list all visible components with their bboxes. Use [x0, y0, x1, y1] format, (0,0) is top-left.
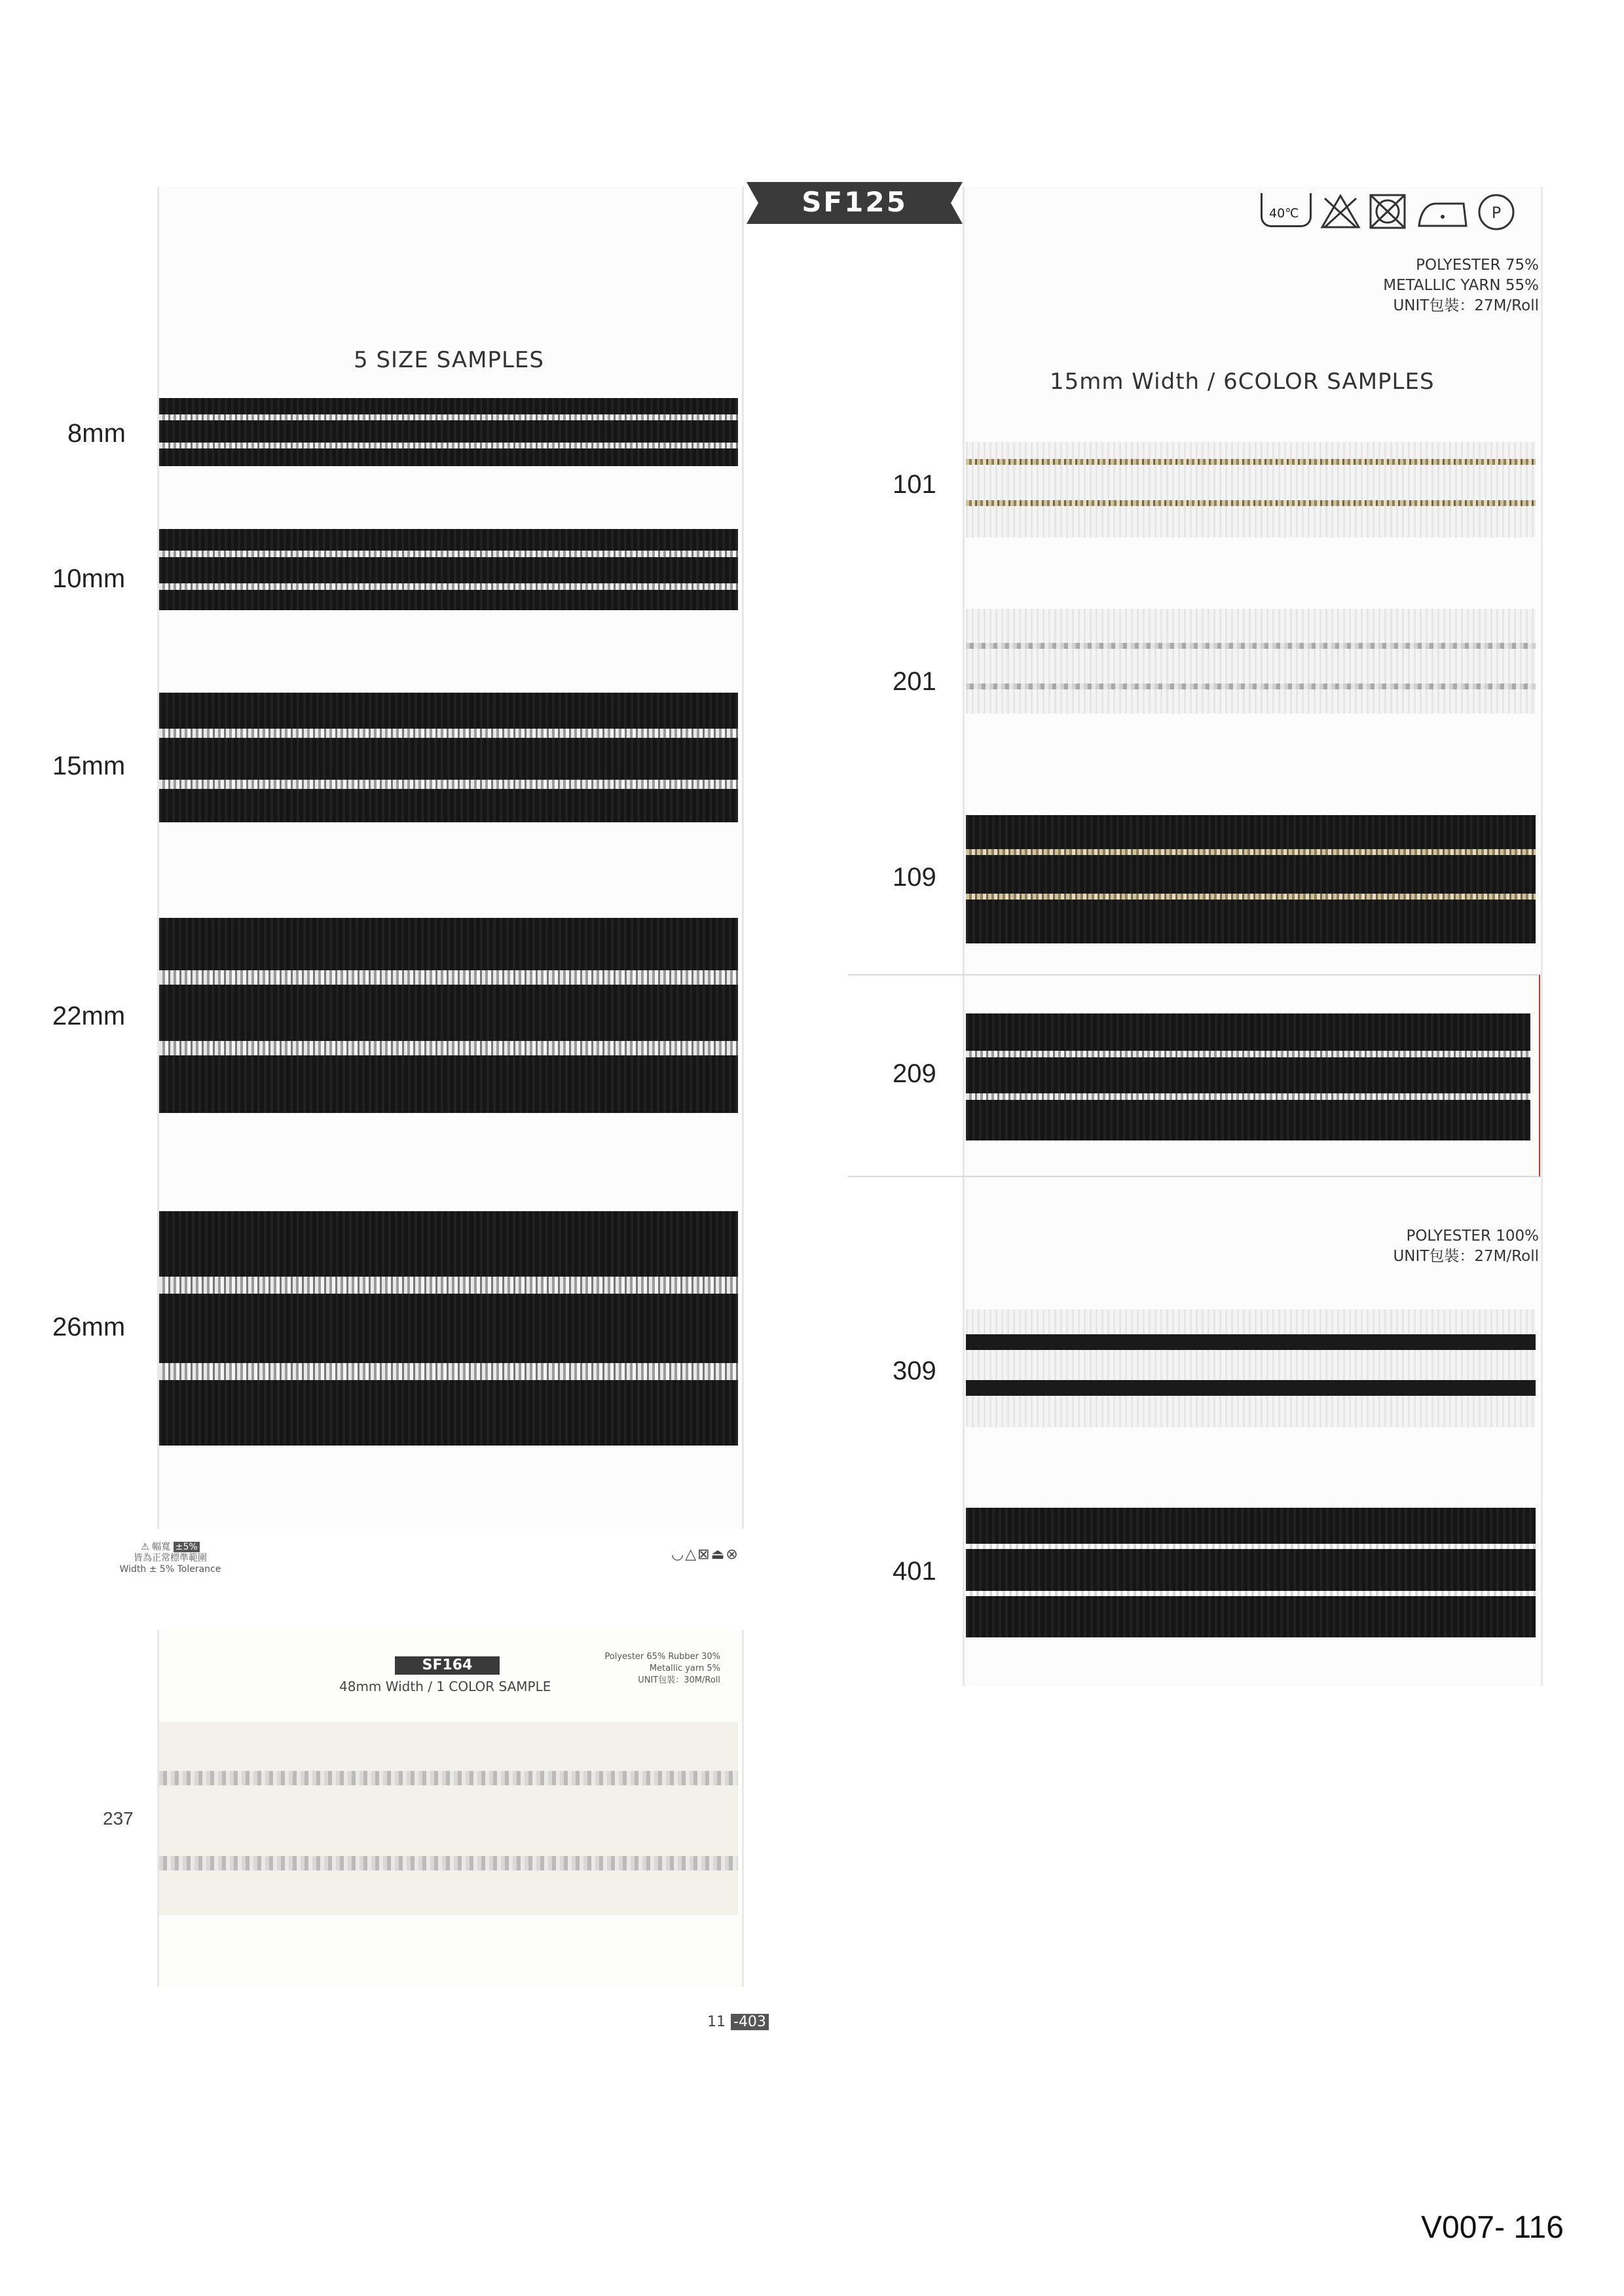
warning-icon: ⚠ [141, 1542, 149, 1552]
no-tumble-small-icon: ⊠ [697, 1546, 711, 1563]
tape-10mm [159, 529, 738, 610]
wash-temp: 40℃ [1269, 206, 1299, 221]
color-samples-title: 15mm Width / 6COLOR SAMPLES [1050, 369, 1435, 395]
size-label-22mm: 22mm [52, 1002, 126, 1030]
spec-line: POLYESTER 75% [1416, 257, 1539, 274]
tolerance-badge: ±5% [174, 1542, 200, 1552]
spec-line: UNIT包裝：27M/Roll [1393, 1248, 1539, 1265]
dry-clean-icon [1477, 193, 1516, 231]
tape-109 [966, 815, 1536, 943]
color-code-309: 309 [893, 1357, 936, 1385]
tape-15mm [159, 693, 738, 822]
sf164-spec [563, 1651, 720, 1686]
tape-26mm [159, 1211, 738, 1446]
tolerance-note [85, 1542, 255, 1575]
size-label-8mm: 8mm [67, 419, 126, 448]
color-code-101: 101 [893, 470, 936, 499]
no-bleach-icon [1320, 193, 1361, 230]
tape-201 [966, 609, 1536, 714]
tape-101 [966, 442, 1536, 538]
size-samples-title: 5 SIZE SAMPLES [354, 347, 544, 373]
spec-line: Metallic yarn 5% [649, 1664, 720, 1673]
dry-clean-small-icon: ⊗ [726, 1546, 739, 1563]
page-number-right: -403 [731, 2014, 769, 2030]
tape-237 [159, 1722, 738, 1915]
tolerance-cn-line1: 幅寬 [152, 1542, 171, 1552]
spec-line: METALLIC YARN 55% [1383, 277, 1539, 294]
care-icons [1261, 193, 1536, 232]
sf164-subtitle: 48mm Width / 1 COLOR SAMPLE [339, 1679, 551, 1694]
tape-8mm [159, 398, 738, 466]
size-label-26mm: 26mm [52, 1313, 126, 1341]
spec-line: UNIT包裝：30M/Roll [638, 1675, 720, 1685]
material-spec-top [1146, 255, 1539, 316]
size-label-15mm: 15mm [52, 752, 126, 780]
no-bleach-small-icon: △ [685, 1546, 698, 1563]
iron-small-icon: ⏏ [710, 1546, 726, 1563]
size-label-10mm: 10mm [52, 564, 126, 593]
tolerance-en: Width ± 5% Tolerance [119, 1564, 221, 1575]
tape-401 [966, 1508, 1536, 1637]
sf164-care-icons [671, 1546, 776, 1565]
wash-40-icon [1261, 193, 1312, 227]
iron-icon [1416, 196, 1469, 230]
tolerance-cn-line2: 皆為正常標準範圍 [134, 1553, 207, 1563]
tape-209 [966, 1013, 1530, 1140]
color-code-401: 401 [893, 1557, 936, 1586]
wash-icon: ◡ [671, 1546, 686, 1563]
page-number [707, 2014, 769, 2030]
tape-309 [966, 1309, 1536, 1427]
sf125-code: SF125 [802, 186, 908, 218]
material-spec-bottom [1146, 1226, 1539, 1267]
no-tumble-dry-icon [1369, 193, 1407, 230]
page-number-left: 11 [707, 2014, 726, 2030]
sf164-banner: SF164 [395, 1656, 500, 1675]
color-code-237: 237 [103, 1808, 134, 1829]
svg-text:P: P [1491, 204, 1502, 222]
spec-line: POLYESTER 100% [1406, 1228, 1539, 1245]
catalog-page-code: V007- 116 [1421, 2210, 1564, 2245]
color-code-109: 109 [893, 863, 936, 892]
color-code-201: 201 [893, 667, 936, 696]
color-code-209: 209 [893, 1059, 936, 1088]
spec-line: Polyester 65% Rubber 30% [604, 1652, 720, 1662]
tape-22mm [159, 918, 738, 1113]
spec-line: UNIT包裝：27M/Roll [1393, 297, 1539, 314]
